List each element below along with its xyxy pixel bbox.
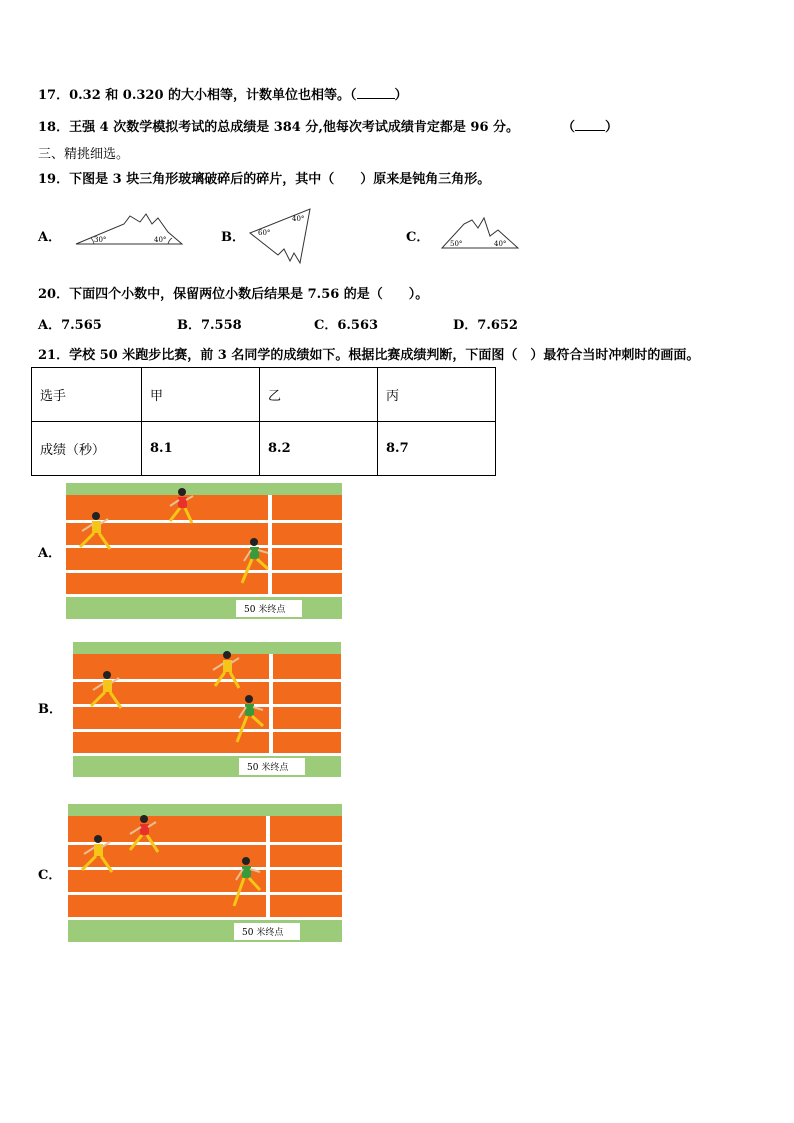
angle-c1: 50° xyxy=(450,240,463,248)
table-cell: 8.1 xyxy=(142,422,260,476)
q20-option-d[interactable]: D．7.652 xyxy=(453,318,518,333)
table-row xyxy=(32,368,496,422)
triangle-fragment-b xyxy=(246,205,316,269)
table-row xyxy=(32,422,496,476)
angle-c2: 40° xyxy=(494,240,507,248)
scene-b-label[interactable]: B． xyxy=(38,702,62,717)
table-cell: 8.7 xyxy=(378,422,496,476)
question-18 xyxy=(38,116,519,135)
question-19-text: 19．下图是 3 块三角形玻璃破碎后的碎片，其中（ ）原来是钝角三角形。 xyxy=(38,172,491,187)
section-title: 三、精挑细选。 xyxy=(38,147,130,162)
race-scene-c xyxy=(68,804,342,942)
question-18-open: （ xyxy=(562,120,576,135)
race-scene-a xyxy=(66,483,342,619)
scene-a-label[interactable]: A． xyxy=(38,546,62,561)
question-20-text: 20．下面四个小数中，保留两位小数后结果是 7.56 的是（ ）。 xyxy=(38,287,429,302)
q19-option-a-label[interactable]: A． xyxy=(38,230,62,245)
question-18-text: 18．王强 4 次数学模拟考试的总成绩是 384 分,他每次考试成绩肯定都是 96 分。 xyxy=(38,120,520,135)
triangle-fragment-c xyxy=(438,212,522,252)
q19-option-b-label[interactable]: B． xyxy=(221,230,245,245)
finish-label-b: 50 米终点 xyxy=(247,763,289,773)
question-21-text: 21．学校 50 米跑步比赛，前 3 名同学的成绩如下。根据比赛成绩判断，下面图（ ）最符合当时冲刺时的画面。 xyxy=(38,348,700,363)
race-scene-b xyxy=(73,642,341,777)
table-cell: 成绩（秒） xyxy=(32,422,142,476)
scores-table xyxy=(31,367,496,476)
answer-blank-17[interactable] xyxy=(357,86,395,99)
scene-c-label[interactable]: C． xyxy=(38,868,62,883)
table-cell: 甲 xyxy=(142,368,260,422)
table-cell: 丙 xyxy=(378,368,496,422)
triangle-fragment-a xyxy=(72,210,186,250)
finish-label-a: 50 米终点 xyxy=(244,605,286,615)
question-18-answer xyxy=(562,116,618,135)
q19-option-c-label[interactable]: C． xyxy=(406,230,430,245)
q20-option-a[interactable]: A．7.565 xyxy=(38,318,102,333)
question-17-close: ） xyxy=(394,88,408,103)
question-17-text: 17．0.32 和 0.320 的大小相等，计数单位也相等。（ xyxy=(38,88,357,103)
question-17 xyxy=(38,84,408,103)
finish-label-c: 50 米终点 xyxy=(242,928,284,938)
table-cell: 8.2 xyxy=(260,422,378,476)
table-cell: 选手 xyxy=(32,368,142,422)
angle-b2: 40° xyxy=(292,215,305,223)
table-cell: 乙 xyxy=(260,368,378,422)
q20-option-b[interactable]: B．7.558 xyxy=(177,318,242,333)
question-18-close: ） xyxy=(605,120,619,135)
angle-a1: 30° xyxy=(94,236,107,244)
angle-b1: 60° xyxy=(258,229,271,237)
q20-option-c[interactable]: C．6.563 xyxy=(314,318,379,333)
answer-blank-18[interactable] xyxy=(575,118,605,131)
angle-a2: 40° xyxy=(154,236,167,244)
